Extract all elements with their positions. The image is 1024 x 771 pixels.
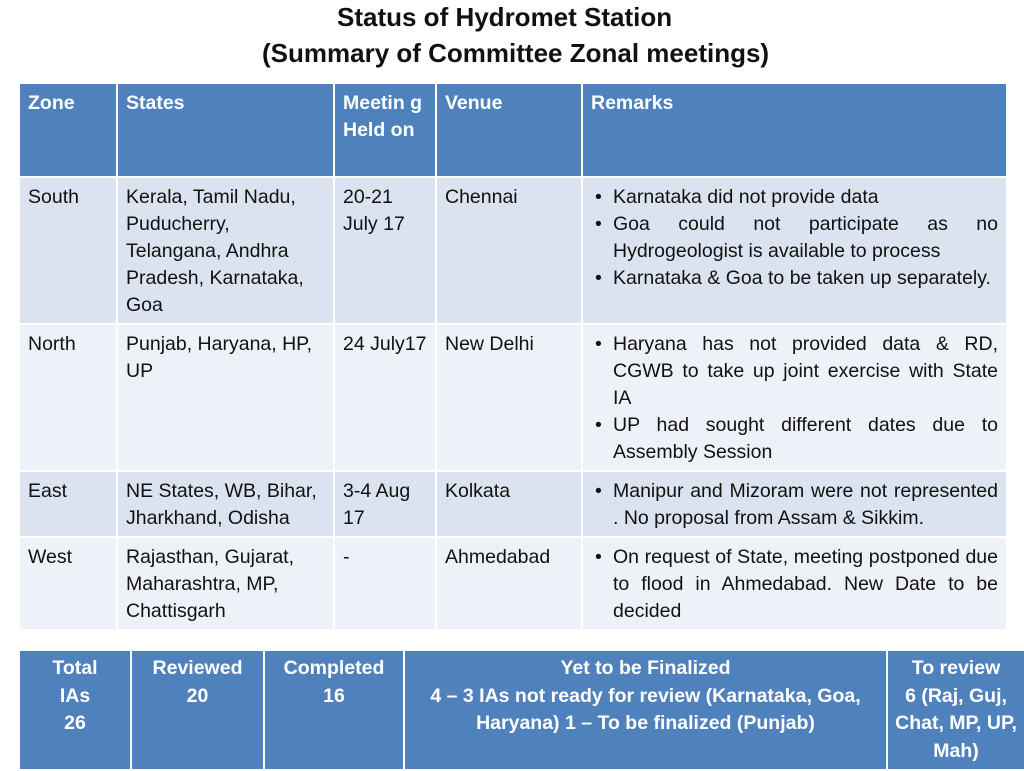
header-meeting-held-on: Meetin g Held on (334, 83, 436, 177)
zonal-meetings-table (18, 82, 1008, 631)
remark-item: • Karnataka & Goa to be taken up separately. (591, 265, 998, 292)
header-states: States (117, 83, 334, 177)
remark-item: • Goa could not participate as no Hydrogeologist is available to process (591, 211, 998, 265)
meeting-cell: 20-21 July 17 (334, 177, 436, 324)
table-row (19, 537, 1007, 630)
remark-item: • On request of State, meeting postponed due to flood in Ahmedabad. New Date to be decided (591, 544, 998, 625)
zone-cell: North (19, 324, 117, 471)
summary-completed-value: 16 (323, 684, 345, 707)
remark-item: • Manipur and Mizoram were not represented . No proposal from Assam & Sikkim. (591, 478, 998, 532)
meeting-cell: - (334, 537, 436, 630)
header-remarks: Remarks (582, 83, 1007, 177)
states-cell: Kerala, Tamil Nadu, Puducherry, Telangana, Andhra Pradesh, Karnataka, Goa (117, 177, 334, 324)
summary-yet-label: Yet to be Finalized (560, 657, 731, 679)
remarks-cell (582, 471, 1007, 537)
remark-item: • Haryana has not provided data & RD, CGWB to take up joint exercise with State IA (591, 331, 998, 412)
zone-cell: South (19, 177, 117, 324)
summary-completed-label: Completed (283, 657, 385, 679)
summary-yet-detail: 4 – 3 IAs not ready for review (Karnataka, Goa, Haryana) 1 – To be finalized (Punjab) (430, 684, 861, 734)
venue-cell: Chennai (436, 177, 582, 324)
remark-item: • UP had sought different dates due to Assembly Session (591, 412, 998, 466)
table-row (19, 324, 1007, 471)
remarks-cell (582, 537, 1007, 630)
states-cell: NE States, WB, Bihar, Jharkhand, Odisha (117, 471, 334, 537)
header-venue: Venue (436, 83, 582, 177)
summary-total-ias (19, 650, 131, 770)
states-cell: Punjab, Haryana, HP, UP (117, 324, 334, 471)
summary-yet-to-be-finalized (404, 650, 887, 770)
table-header-row (19, 83, 1007, 177)
meeting-cell: 24 July17 (334, 324, 436, 471)
summary-reviewed-value: 20 (186, 684, 209, 707)
venue-cell: New Delhi (436, 324, 582, 471)
summary-to-review (887, 650, 1024, 770)
summary-completed (264, 650, 404, 770)
title-line-1: Status of Hydromet Station (337, 2, 673, 32)
meeting-cell: 3-4 Aug 17 (334, 471, 436, 537)
summary-total-value: 26 (64, 712, 86, 734)
remark-item: • Karnataka did not provide data (591, 184, 998, 211)
summary-reviewed-label: Reviewed (152, 657, 243, 679)
summary-to-review-detail: 6 (Raj, Guj, Chat, MP, UP, Mah) (895, 684, 1017, 762)
venue-cell: Ahmedabad (436, 537, 582, 630)
remarks-cell (582, 324, 1007, 471)
summary-row (19, 650, 1024, 770)
title-line-2: (Summary of Committee Zonal meetings) (262, 38, 770, 68)
zone-cell: East (19, 471, 117, 537)
summary-reviewed (131, 650, 264, 770)
summary-table (18, 649, 1024, 771)
remarks-cell (582, 177, 1007, 324)
summary-total-label-2: IAs (59, 684, 91, 707)
table-row (19, 471, 1007, 537)
summary-to-review-label: To review (911, 657, 1001, 679)
zone-cell: West (19, 537, 117, 630)
states-cell: Rajasthan, Gujarat, Maharashtra, MP, Chattisgarh (117, 537, 334, 630)
header-zone: Zone (19, 83, 117, 177)
venue-cell: Kolkata (436, 471, 582, 537)
summary-total-label-1: Total (52, 657, 98, 679)
table-row (19, 177, 1007, 324)
